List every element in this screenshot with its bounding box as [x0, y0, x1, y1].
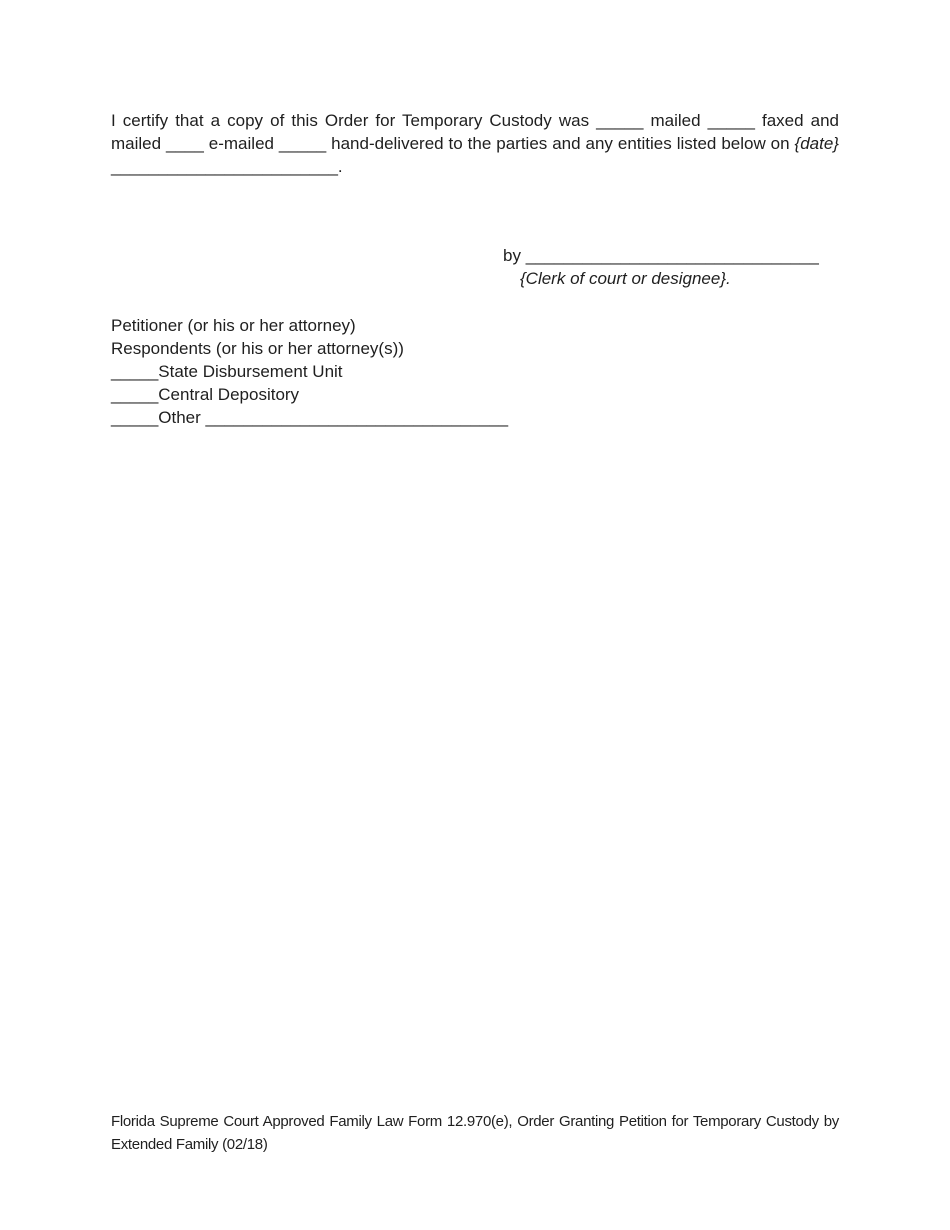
by-label: by — [503, 246, 526, 265]
recipient-central-depository: _____Central Depository — [111, 385, 300, 404]
recipient-petitioner: Petitioner (or his or her attorney) — [111, 316, 356, 335]
recipient-respondents: Respondents (or his or her attorney(s)) — [111, 339, 404, 358]
certificate-of-service-paragraph — [111, 109, 839, 178]
signature-section — [111, 244, 839, 290]
certificate-line-2 — [111, 132, 839, 155]
recipients-list — [111, 314, 839, 429]
date-placeholder: {date} — [794, 134, 839, 153]
footer-line-1: Florida Supreme Court Approved Family Law Form 12.970(e), Order Granting Petition for Temporary Custody by — [111, 1113, 839, 1130]
certificate-period: . — [337, 157, 343, 176]
certificate-line-1 — [111, 109, 839, 132]
form-footer — [111, 1110, 839, 1156]
footer-line-2: Extended Family (02/18) — [111, 1136, 268, 1153]
clerk-caption-line — [111, 267, 839, 290]
recipient-state-disbursement-unit: _____State Disbursement Unit — [111, 362, 343, 381]
certificate-line-2-text: mailed ____ e-mailed _____ hand-delivered to the parties and any entities listed below on — [111, 134, 795, 153]
signature-blank-line: _______________________________ — [525, 246, 819, 265]
clerk-caption: {Clerk of court or designee}. — [520, 269, 731, 288]
certificate-line-3 — [111, 155, 839, 178]
date-blank-line: ________________________ — [111, 157, 338, 176]
recipient-other: _____Other ________________________________ — [111, 408, 509, 427]
signature-by-line — [111, 244, 839, 267]
certificate-line-1-text: I certify that a copy of this Order for Temporary Custody was _____ mailed _____ faxed and — [111, 111, 839, 130]
